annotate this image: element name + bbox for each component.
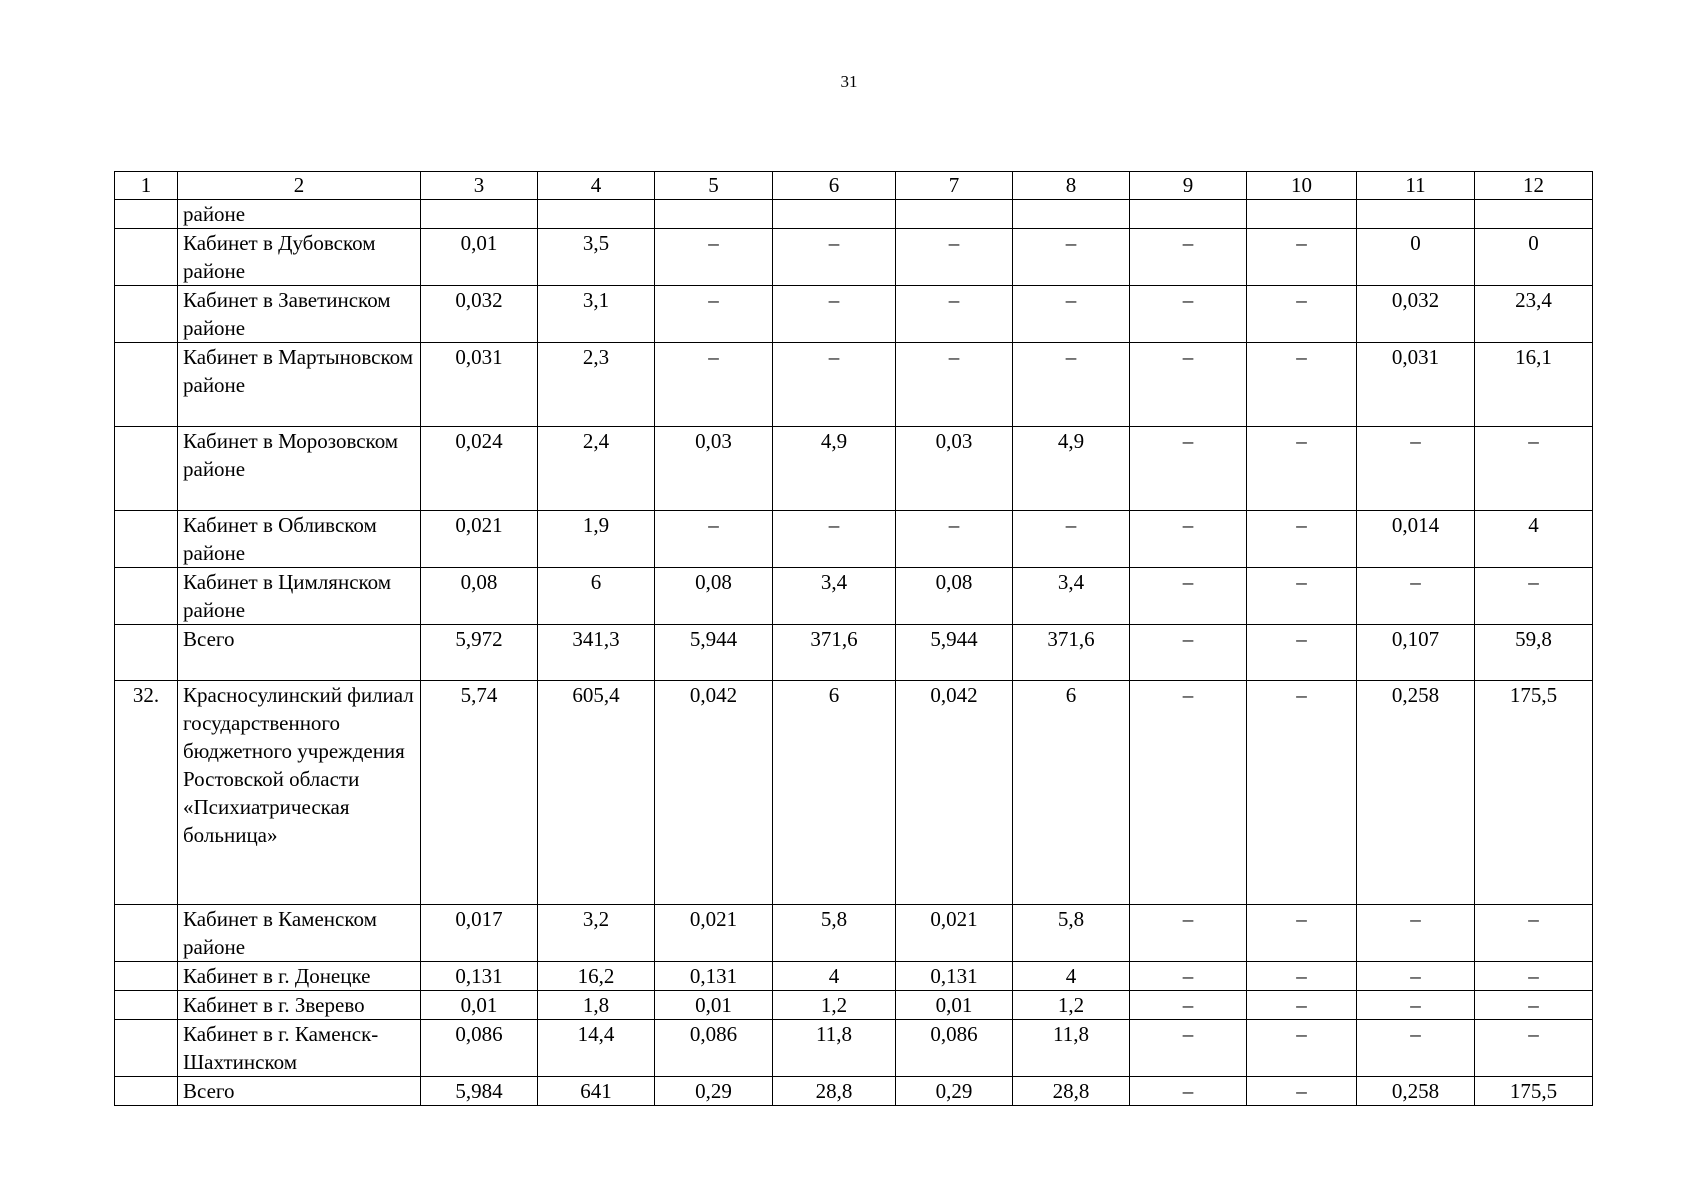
value-cell: 0,032 <box>1357 286 1475 343</box>
value-cell: 28,8 <box>1013 1077 1130 1106</box>
value-cell: 11,8 <box>1013 1020 1130 1077</box>
value-cell: 0,01 <box>655 991 773 1020</box>
table-row <box>115 905 1593 962</box>
row-name-cell: Всего <box>178 625 421 681</box>
column-header: 3 <box>421 172 538 200</box>
value-cell: 0,03 <box>655 427 773 511</box>
value-cell: 11,8 <box>773 1020 896 1077</box>
row-name-cell: Кабинет в г. Донецке <box>178 962 421 991</box>
value-cell <box>538 200 655 229</box>
value-cell: 4,9 <box>773 427 896 511</box>
value-cell: 1,9 <box>538 511 655 568</box>
value-cell: 23,4 <box>1475 286 1593 343</box>
value-cell: – <box>773 511 896 568</box>
value-cell: 341,3 <box>538 625 655 681</box>
value-cell <box>896 200 1013 229</box>
value-cell: – <box>1130 625 1247 681</box>
value-cell: – <box>1475 991 1593 1020</box>
value-cell: 0,107 <box>1357 625 1475 681</box>
value-cell <box>1013 200 1130 229</box>
column-header: 2 <box>178 172 421 200</box>
value-cell <box>421 200 538 229</box>
row-name-cell: Кабинет в Морозовском районе <box>178 427 421 511</box>
value-cell: – <box>1130 511 1247 568</box>
value-cell: 0,01 <box>421 991 538 1020</box>
column-header: 9 <box>1130 172 1247 200</box>
value-cell: 0,258 <box>1357 1077 1475 1106</box>
column-header: 4 <box>538 172 655 200</box>
value-cell: 0,014 <box>1357 511 1475 568</box>
value-cell: 175,5 <box>1475 1077 1593 1106</box>
value-cell: 1,2 <box>1013 991 1130 1020</box>
table-row <box>115 229 1593 286</box>
value-cell: – <box>773 343 896 427</box>
value-cell: 28,8 <box>773 1077 896 1106</box>
column-header: 6 <box>773 172 896 200</box>
value-cell: – <box>1475 427 1593 511</box>
value-cell: – <box>1247 286 1357 343</box>
row-name-cell: Кабинет в Мартыновском районе <box>178 343 421 427</box>
value-cell: 16,1 <box>1475 343 1593 427</box>
table-row <box>115 962 1593 991</box>
value-cell: – <box>655 511 773 568</box>
row-index-cell <box>115 427 178 511</box>
value-cell: – <box>1247 1077 1357 1106</box>
row-index-cell <box>115 511 178 568</box>
value-cell: 5,74 <box>421 681 538 905</box>
table-body <box>115 200 1593 1106</box>
value-cell: 4 <box>773 962 896 991</box>
row-name-cell: Кабинет в Дубовском районе <box>178 229 421 286</box>
column-header: 5 <box>655 172 773 200</box>
value-cell: 175,5 <box>1475 681 1593 905</box>
value-cell: – <box>1357 568 1475 625</box>
value-cell: – <box>1247 1020 1357 1077</box>
value-cell: 1,2 <box>773 991 896 1020</box>
value-cell: 0,086 <box>421 1020 538 1077</box>
column-header: 11 <box>1357 172 1475 200</box>
table-row <box>115 991 1593 1020</box>
value-cell: – <box>1247 511 1357 568</box>
value-cell: 0,01 <box>896 991 1013 1020</box>
value-cell: 3,1 <box>538 286 655 343</box>
row-index-cell <box>115 905 178 962</box>
table-row <box>115 286 1593 343</box>
row-index-cell <box>115 229 178 286</box>
row-index-cell: 32. <box>115 681 178 905</box>
page-number: 31 <box>840 72 858 91</box>
value-cell: – <box>1357 962 1475 991</box>
value-cell: 0,01 <box>421 229 538 286</box>
value-cell: – <box>1247 343 1357 427</box>
value-cell: 6 <box>538 568 655 625</box>
table-row <box>115 511 1593 568</box>
table-header-row <box>115 172 1593 200</box>
value-cell: 0,021 <box>896 905 1013 962</box>
value-cell: 605,4 <box>538 681 655 905</box>
value-cell: 14,4 <box>538 1020 655 1077</box>
value-cell: – <box>1130 568 1247 625</box>
column-header: 10 <box>1247 172 1357 200</box>
value-cell: 0,03 <box>896 427 1013 511</box>
table-row <box>115 681 1593 905</box>
value-cell: 0,024 <box>421 427 538 511</box>
table-row <box>115 1020 1593 1077</box>
value-cell: 5,8 <box>773 905 896 962</box>
table-row <box>115 343 1593 427</box>
row-name-cell: Кабинет в г. Каменск-Шахтинском <box>178 1020 421 1077</box>
value-cell: 5,944 <box>655 625 773 681</box>
value-cell: – <box>1247 962 1357 991</box>
value-cell: 2,4 <box>538 427 655 511</box>
row-name-cell: Красносулинский филиал государственного бюджетного учреждения Ростовской области «Психиатрическая больница» <box>178 681 421 905</box>
value-cell: – <box>655 343 773 427</box>
value-cell: 0,032 <box>421 286 538 343</box>
row-name-cell: Кабинет в Цимлянском районе <box>178 568 421 625</box>
value-cell: – <box>1013 286 1130 343</box>
value-cell: 0,29 <box>896 1077 1013 1106</box>
row-name-cell: Кабинет в Каменском районе <box>178 905 421 962</box>
value-cell: – <box>896 343 1013 427</box>
value-cell: 59,8 <box>1475 625 1593 681</box>
row-name-cell: Кабинет в Обливском районе <box>178 511 421 568</box>
value-cell: 5,8 <box>1013 905 1130 962</box>
value-cell: – <box>1247 991 1357 1020</box>
value-cell: – <box>896 511 1013 568</box>
row-name-cell: Кабинет в г. Зверево <box>178 991 421 1020</box>
value-cell: 0,021 <box>655 905 773 962</box>
value-cell: – <box>1247 905 1357 962</box>
value-cell: – <box>1357 427 1475 511</box>
value-cell: 0,131 <box>421 962 538 991</box>
value-cell: 371,6 <box>1013 625 1130 681</box>
value-cell: 0 <box>1475 229 1593 286</box>
row-name-cell: Кабинет в Заветинском районе <box>178 286 421 343</box>
value-cell: 0,017 <box>421 905 538 962</box>
data-table <box>114 171 1593 1106</box>
row-index-cell <box>115 568 178 625</box>
value-cell: – <box>1357 905 1475 962</box>
value-cell: – <box>1130 905 1247 962</box>
value-cell: 4,9 <box>1013 427 1130 511</box>
value-cell: – <box>1130 343 1247 427</box>
value-cell: – <box>1130 962 1247 991</box>
value-cell: 0,08 <box>421 568 538 625</box>
column-header: 7 <box>896 172 1013 200</box>
value-cell: – <box>1130 991 1247 1020</box>
value-cell: – <box>1247 681 1357 905</box>
value-cell: – <box>1247 625 1357 681</box>
value-cell: 0,031 <box>1357 343 1475 427</box>
value-cell: 0,29 <box>655 1077 773 1106</box>
value-cell: – <box>773 229 896 286</box>
table-row <box>115 568 1593 625</box>
value-cell: 3,2 <box>538 905 655 962</box>
column-header: 1 <box>115 172 178 200</box>
value-cell: – <box>1247 568 1357 625</box>
value-cell: – <box>1013 511 1130 568</box>
value-cell <box>773 200 896 229</box>
value-cell: – <box>1357 991 1475 1020</box>
row-index-cell <box>115 200 178 229</box>
value-cell: 4 <box>1475 511 1593 568</box>
value-cell: 641 <box>538 1077 655 1106</box>
value-cell <box>655 200 773 229</box>
row-index-cell <box>115 991 178 1020</box>
value-cell: – <box>1247 229 1357 286</box>
value-cell: 3,4 <box>1013 568 1130 625</box>
value-cell: – <box>896 229 1013 286</box>
value-cell: – <box>1475 1020 1593 1077</box>
value-cell: 0,131 <box>896 962 1013 991</box>
value-cell: 5,972 <box>421 625 538 681</box>
value-cell: 1,8 <box>538 991 655 1020</box>
value-cell: – <box>1130 1020 1247 1077</box>
value-cell: 5,944 <box>896 625 1013 681</box>
value-cell: – <box>1475 568 1593 625</box>
row-index-cell <box>115 625 178 681</box>
row-index-cell <box>115 343 178 427</box>
value-cell: – <box>773 286 896 343</box>
value-cell: 6 <box>773 681 896 905</box>
value-cell <box>1357 200 1475 229</box>
value-cell: 6 <box>1013 681 1130 905</box>
value-cell: 16,2 <box>538 962 655 991</box>
value-cell: 0,086 <box>655 1020 773 1077</box>
value-cell: – <box>1130 229 1247 286</box>
row-index-cell <box>115 286 178 343</box>
value-cell: 3,5 <box>538 229 655 286</box>
value-cell: 0,258 <box>1357 681 1475 905</box>
value-cell: – <box>655 286 773 343</box>
value-cell <box>1247 200 1357 229</box>
table-row <box>115 427 1593 511</box>
value-cell: – <box>1475 905 1593 962</box>
column-header: 12 <box>1475 172 1593 200</box>
row-name-cell: районе <box>178 200 421 229</box>
value-cell: – <box>1357 1020 1475 1077</box>
value-cell <box>1130 200 1247 229</box>
row-index-cell <box>115 1020 178 1077</box>
row-index-cell <box>115 962 178 991</box>
column-header: 8 <box>1013 172 1130 200</box>
value-cell: 0,131 <box>655 962 773 991</box>
value-cell: 3,4 <box>773 568 896 625</box>
value-cell: – <box>1475 962 1593 991</box>
value-cell: 0,042 <box>655 681 773 905</box>
table-row <box>115 625 1593 681</box>
value-cell: – <box>1130 286 1247 343</box>
value-cell: 371,6 <box>773 625 896 681</box>
value-cell: – <box>1247 427 1357 511</box>
row-index-cell <box>115 1077 178 1106</box>
value-cell: 0,08 <box>896 568 1013 625</box>
value-cell: – <box>1013 343 1130 427</box>
value-cell: 0,031 <box>421 343 538 427</box>
value-cell: 0,08 <box>655 568 773 625</box>
value-cell: – <box>655 229 773 286</box>
value-cell: – <box>1013 229 1130 286</box>
value-cell: – <box>1130 681 1247 905</box>
value-cell: 0,042 <box>896 681 1013 905</box>
value-cell <box>1475 200 1593 229</box>
value-cell: – <box>1130 1077 1247 1106</box>
row-name-cell: Всего <box>178 1077 421 1106</box>
value-cell: 0,086 <box>896 1020 1013 1077</box>
value-cell: – <box>1130 427 1247 511</box>
table-row <box>115 1077 1593 1106</box>
value-cell: 4 <box>1013 962 1130 991</box>
value-cell: 5,984 <box>421 1077 538 1106</box>
value-cell: – <box>896 286 1013 343</box>
value-cell: 0 <box>1357 229 1475 286</box>
value-cell: 2,3 <box>538 343 655 427</box>
value-cell: 0,021 <box>421 511 538 568</box>
table-row <box>115 200 1593 229</box>
